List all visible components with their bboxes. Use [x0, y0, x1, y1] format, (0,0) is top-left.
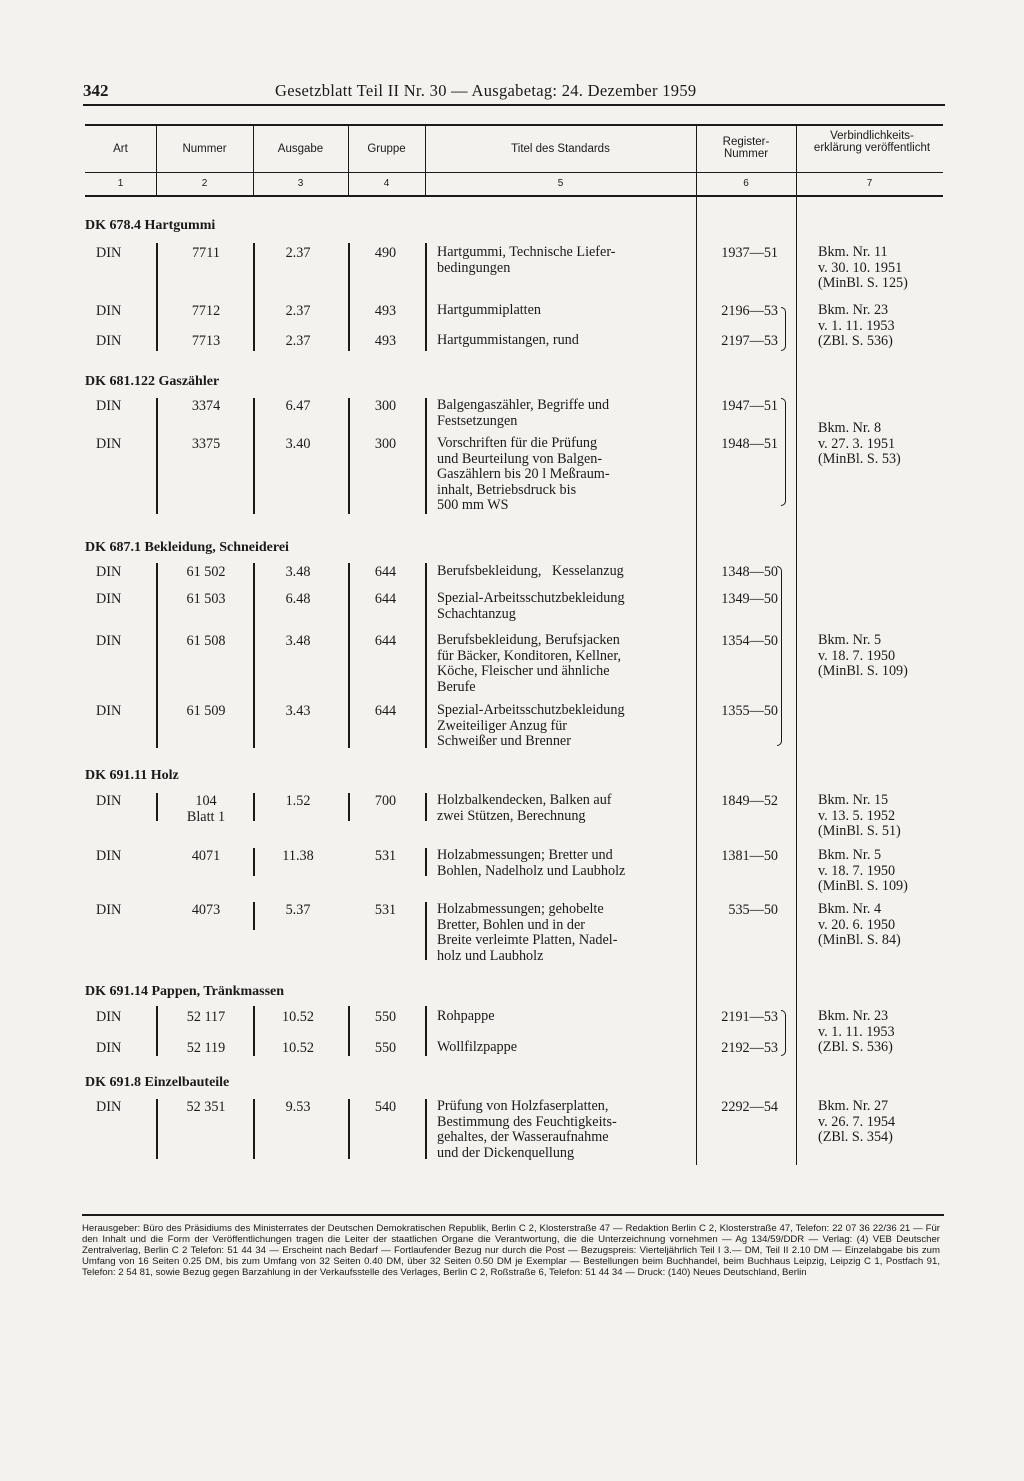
cell-art: DIN [96, 333, 122, 349]
titel-line: Köche, Fleischer und ähnliche [437, 663, 610, 680]
cell-art: DIN [96, 1099, 122, 1115]
bkm-line: v. 26. 7. 1954 [818, 1113, 896, 1130]
titel-line: Breite verleimte Platten, Nadel- [437, 932, 618, 949]
column-header-nummer: Nummer [182, 143, 227, 155]
titel-line: Wollfilzpappe [437, 1039, 518, 1055]
cell-bkm [818, 1099, 895, 1146]
column-bar [425, 1099, 427, 1159]
column-header-ausgabe: Ausgabe [277, 143, 324, 155]
bkm-line: v. 13. 5. 1952 [818, 807, 896, 824]
cell-gruppe: 540 [374, 1099, 397, 1115]
cell-register: 1355—50 [721, 703, 778, 719]
bkm-line: v. 1. 11. 1953 [818, 1023, 895, 1040]
cell-titel [437, 398, 609, 429]
bkm-line: (MinBl. S. 53) [818, 451, 901, 468]
cell-nummer: 4071 [191, 848, 221, 864]
titel-line: und der Dickenquellung [437, 1144, 575, 1161]
titel-line: 500 mm WS [437, 497, 509, 514]
cell-bkm [818, 421, 901, 468]
titel-line: Vorschriften für die Prüfung [437, 435, 598, 451]
cell-gruppe: 644 [374, 591, 397, 607]
bkm-line: (ZBl. S. 536) [818, 1039, 893, 1056]
group-brace [781, 398, 786, 506]
cell-gruppe: 490 [374, 245, 397, 261]
column-divider [796, 125, 797, 1165]
titel-line: Balgengaszähler, Begriffe und [437, 397, 610, 413]
cell-titel [437, 703, 625, 750]
cell-register: 2292—54 [721, 1099, 778, 1115]
cell-nummer: 52 117 [186, 1009, 226, 1025]
cell-ausgabe: 3.40 [285, 436, 311, 452]
bkm-line: v. 20. 6. 1950 [818, 916, 896, 933]
titel-line: Zweiteiliger Anzug für [437, 717, 568, 734]
titel-line: Berufsbekleidung, Kesselanzug [437, 563, 624, 579]
cell-gruppe: 644 [374, 633, 397, 649]
cell-ausgabe: 11.38 [282, 848, 314, 864]
cell-titel [437, 1040, 517, 1056]
cell-bkm [818, 303, 895, 350]
cell-register: 1381—50 [721, 848, 778, 864]
bkm-line: (ZBl. S. 536) [818, 333, 893, 350]
bkm-line: v. 1. 11. 1953 [818, 317, 895, 334]
cell-nummer: 7713 [191, 333, 221, 349]
titel-line: bedingungen [437, 259, 511, 276]
bkm-line: Bkm. Nr. 11 [818, 244, 888, 260]
cell-art: DIN [96, 1040, 122, 1056]
cell-gruppe: 300 [374, 398, 397, 414]
section-heading: DK 687.1 Bekleidung, Schneiderei [85, 540, 289, 555]
cell-register: 535—50 [728, 902, 778, 918]
titel-line: Bestimmung des Feuchtigkeits- [437, 1113, 617, 1130]
page-title: Gesetzblatt Teil II Nr. 30 — Ausgabetag: 24. Dezember 1959 [275, 81, 697, 100]
cell-nummer: 61 502 [186, 564, 226, 580]
titel-line: Berufe [437, 678, 476, 695]
titel-line: Prüfung von Holzfaserplatten, [437, 1098, 609, 1114]
column-bar [425, 398, 427, 514]
bkm-line: Bkm. Nr. 8 [818, 420, 882, 436]
section-heading: DK 691.14 Pappen, Tränkmassen [85, 984, 285, 999]
cell-titel [437, 1099, 617, 1161]
column-bar [253, 398, 255, 514]
titel-line: Spezial-Arbeitsschutzbekleidung [437, 702, 625, 718]
cell-gruppe: 550 [374, 1009, 397, 1025]
cell-art: DIN [96, 633, 122, 649]
cell-nummer: 52 119 [186, 1040, 226, 1056]
titel-line: Berufsbekleidung, Berufsjacken [437, 632, 620, 648]
cell-nummer: 4073 [191, 902, 221, 918]
titel-line: Hartgummiplatten [437, 302, 542, 318]
bkm-line: v. 18. 7. 1950 [818, 647, 896, 664]
cell-ausgabe: 3.43 [285, 703, 311, 719]
cell-art: DIN [96, 848, 122, 864]
cell-ausgabe: 2.37 [285, 303, 311, 319]
cell-art: DIN [96, 245, 122, 261]
group-brace [781, 307, 786, 351]
cell-ausgabe: 1.52 [285, 793, 311, 809]
cell-ausgabe: 3.48 [285, 633, 311, 649]
cell-register: 1947—51 [721, 398, 778, 414]
cell-bkm [818, 902, 901, 949]
bkm-line: Bkm. Nr. 27 [818, 1098, 889, 1114]
cell-titel [437, 591, 625, 622]
cell-titel [437, 333, 579, 349]
cell-ausgabe: 6.47 [285, 398, 311, 414]
cell-bkm [818, 633, 908, 680]
bkm-line: (MinBl. S. 84) [818, 932, 901, 949]
column-header-art: Art [113, 143, 128, 155]
bkm-line: (MinBl. S. 125) [818, 275, 908, 292]
titel-line: gehaltes, der Wasseraufnahme [437, 1129, 609, 1146]
cell-art: DIN [96, 436, 122, 452]
cell-nummer: 7712 [191, 303, 221, 319]
page-number: 342 [83, 81, 109, 100]
titel-line: Festsetzungen [437, 412, 518, 429]
cell-nummer: 61 503 [186, 591, 226, 607]
cell-register: 2197—53 [721, 333, 778, 349]
titel-line: Bohlen, Nadelholz und Laubholz [437, 862, 626, 879]
cell-gruppe: 700 [374, 793, 397, 809]
cell-ausgabe: 9.53 [285, 1099, 311, 1115]
bkm-line: (MinBl. S. 109) [818, 663, 908, 680]
cell-titel [437, 902, 617, 964]
bkm-line: (ZBl. S. 354) [818, 1129, 893, 1146]
column-bar [348, 398, 350, 514]
cell-register: 1349—50 [721, 591, 778, 607]
bkm-line: (MinBl. S. 109) [818, 878, 908, 895]
column-bar [425, 563, 427, 748]
cell-ausgabe: 10.52 [282, 1009, 314, 1025]
titel-line: Gaszählern bis 20 l Meßraum- [437, 466, 610, 483]
bkm-line: Bkm. Nr. 15 [818, 792, 889, 808]
bkm-line: Bkm. Nr. 5 [818, 847, 882, 863]
cell-gruppe: 493 [374, 333, 397, 349]
header-rule [83, 104, 945, 106]
column-number: 5 [557, 178, 564, 189]
cell-ausgabe: 2.37 [285, 245, 311, 261]
column-number: 4 [383, 178, 390, 189]
cell-titel [437, 848, 625, 879]
titel-line: Spezial-Arbeitsschutzbekleidung [437, 590, 625, 606]
column-number: 3 [297, 178, 304, 189]
cell-gruppe: 300 [374, 436, 397, 452]
cell-register: 1937—51 [721, 245, 778, 261]
titel-line: Hartgummi, Technische Liefer- [437, 244, 616, 260]
column-bar [156, 398, 158, 514]
cell-titel [437, 564, 624, 580]
cell-gruppe: 644 [374, 703, 397, 719]
cell-art: DIN [96, 1009, 122, 1025]
cell-register: 2196—53 [721, 303, 778, 319]
column-bar [425, 1006, 427, 1056]
cell-ausgabe: 6.48 [285, 591, 311, 607]
section-heading: DK 691.8 Einzelbauteile [85, 1075, 230, 1090]
cell-nummer: 3375 [191, 436, 221, 452]
column-number: 7 [866, 178, 873, 189]
cell-bkm [818, 793, 901, 840]
titel-line: Rohpappe [437, 1008, 495, 1024]
cell-ausgabe: 3.48 [285, 564, 311, 580]
cell-register: 2191—53 [721, 1009, 778, 1025]
column-header-verbindlichkeit: Verbindlichkeits-erklärung veröffentlicht [813, 130, 931, 154]
cell-bkm [818, 245, 908, 292]
cell-nummer: 61 508 [186, 633, 226, 649]
column-header-gruppe: Gruppe [367, 143, 406, 155]
table-top-rule [85, 124, 943, 126]
cell-nummer: 61 509 [186, 703, 226, 719]
cell-gruppe: 550 [374, 1040, 397, 1056]
cell-titel [437, 793, 612, 824]
cell-titel [437, 245, 616, 276]
column-header-titel: Titel des Standards [511, 143, 610, 155]
bkm-line: Bkm. Nr. 5 [818, 632, 882, 648]
imprint-text: Herausgeber: Büro des Präsidiums des Ministerrates der Deutschen Demokratischen Republik, Berlin C 2, Klosterstraße 47 — Redaktion Berlin C 2, Klosterstraße 47, Telefon: 22 07 36 22/36 21 — Für den Inhalt und die Form der Veröffentlichungen tragen die Leiter der staatlichen Organe die Verantwortung, die die Unterzeichnung vornehmen — Ag 134/59/DDR — Verlag: (4) VEB Deutscher Zentralverlag, Berlin C 2 Telefon: 51 44 34 — Erscheint nach Bedarf — Fortlaufender Bezug nur durch die Post — Bezugspreis: Vierteljährlich Teil I 3.— DM, Teil II 2.10 DM — Einzelabgabe bis zum Umfang von 16 Seiten 0.25 DM, bis zum Umfang von 32 Seiten 0.40 DM, über 32 Seiten 0.50 DM je Exemplar — Bestellungen beim Buchhandel, beim Buchhaus Leipzig, Leipzig C 1, Postfach 91, Telefon: 2 54 81, sowie Bezug gegen Barzahlung in der Verkaufsstelle des Verlages, Berlin C 2, Roßstraße 6, Telefon: 51 44 34 — Druck: (140) Neues Deutschland, Berlin [82, 1223, 940, 1279]
cell-gruppe: 531 [374, 848, 397, 864]
cell-nummer: 3374 [191, 398, 221, 414]
cell-gruppe: 493 [374, 303, 397, 319]
titel-line: Holzbalkendecken, Balken auf [437, 792, 612, 808]
group-brace [777, 566, 782, 746]
table-header-bottom-rule [85, 195, 943, 197]
bkm-line: Bkm. Nr. 23 [818, 302, 889, 318]
column-number: 2 [201, 178, 208, 189]
cell-register: 1849—52 [721, 793, 778, 809]
titel-line: Hartgummistangen, rund [437, 332, 579, 348]
cell-titel [437, 303, 541, 319]
cell-art: DIN [96, 398, 122, 414]
column-bar [425, 243, 427, 351]
nummer-line: 104 [195, 793, 217, 809]
page-header [83, 81, 945, 103]
titel-line: und Beurteilung von Balgen- [437, 450, 603, 467]
cell-ausgabe: 10.52 [282, 1040, 314, 1056]
titel-line: holz und Laubholz [437, 947, 544, 964]
cell-titel [437, 633, 621, 695]
group-brace [781, 1010, 786, 1056]
section-heading: DK 691.11 Holz [85, 768, 179, 783]
cell-art: DIN [96, 703, 122, 719]
column-number: 6 [743, 178, 749, 189]
titel-line: Schachtanzug [437, 605, 516, 622]
cell-register: 1348—50 [721, 564, 778, 580]
cell-art: DIN [96, 902, 122, 918]
bkm-line: Bkm. Nr. 23 [818, 1008, 889, 1024]
cell-bkm [818, 848, 908, 895]
cell-nummer: 7711 [192, 245, 220, 261]
cell-gruppe: 531 [374, 902, 397, 918]
column-header-register: Register-Nummer [722, 136, 770, 160]
footer-rule [82, 1214, 944, 1216]
column-bar [425, 793, 427, 821]
bkm-line: v. 18. 7. 1950 [818, 862, 896, 879]
section-heading: DK 681.122 Gaszähler [85, 374, 220, 389]
cell-art: DIN [96, 591, 122, 607]
bkm-line: v. 27. 3. 1951 [818, 435, 896, 452]
section-heading: DK 678.4 Hartgummi [85, 218, 216, 233]
cell-art: DIN [96, 793, 122, 809]
titel-line: Holzabmessungen; gehobelte [437, 901, 604, 917]
cell-art: DIN [96, 303, 122, 319]
cell-titel [437, 1009, 495, 1025]
bkm-line: Bkm. Nr. 4 [818, 901, 882, 917]
cell-register: 1354—50 [721, 633, 778, 649]
cell-ausgabe: 5.37 [285, 902, 311, 918]
cell-ausgabe: 2.37 [285, 333, 311, 349]
titel-line: zwei Stützen, Berechnung [437, 807, 586, 824]
titel-line: Bretter, Bohlen und in der [437, 916, 585, 933]
table-numbers-rule [85, 172, 943, 173]
cell-register: 1948—51 [721, 436, 778, 452]
column-bar [425, 848, 427, 876]
cell-nummer: 52 351 [186, 1099, 226, 1115]
column-number: 1 [117, 178, 124, 189]
titel-line: Schweißer und Brenner [437, 733, 571, 750]
cell-gruppe: 644 [374, 564, 397, 580]
titel-line: inhalt, Betriebsdruck bis [437, 481, 577, 498]
nummer-line: Blatt 1 [186, 809, 226, 825]
cell-art: DIN [96, 564, 122, 580]
titel-line: Holzabmessungen; Bretter und [437, 847, 613, 863]
cell-nummer [158, 793, 254, 825]
cell-bkm [818, 1009, 895, 1056]
bkm-line: (MinBl. S. 51) [818, 823, 901, 840]
column-bar [425, 902, 427, 960]
cell-register: 2192—53 [721, 1040, 778, 1056]
bkm-line: v. 30. 10. 1951 [818, 259, 903, 276]
cell-titel [437, 436, 610, 514]
titel-line: für Bäcker, Konditoren, Kellner, [437, 647, 622, 664]
